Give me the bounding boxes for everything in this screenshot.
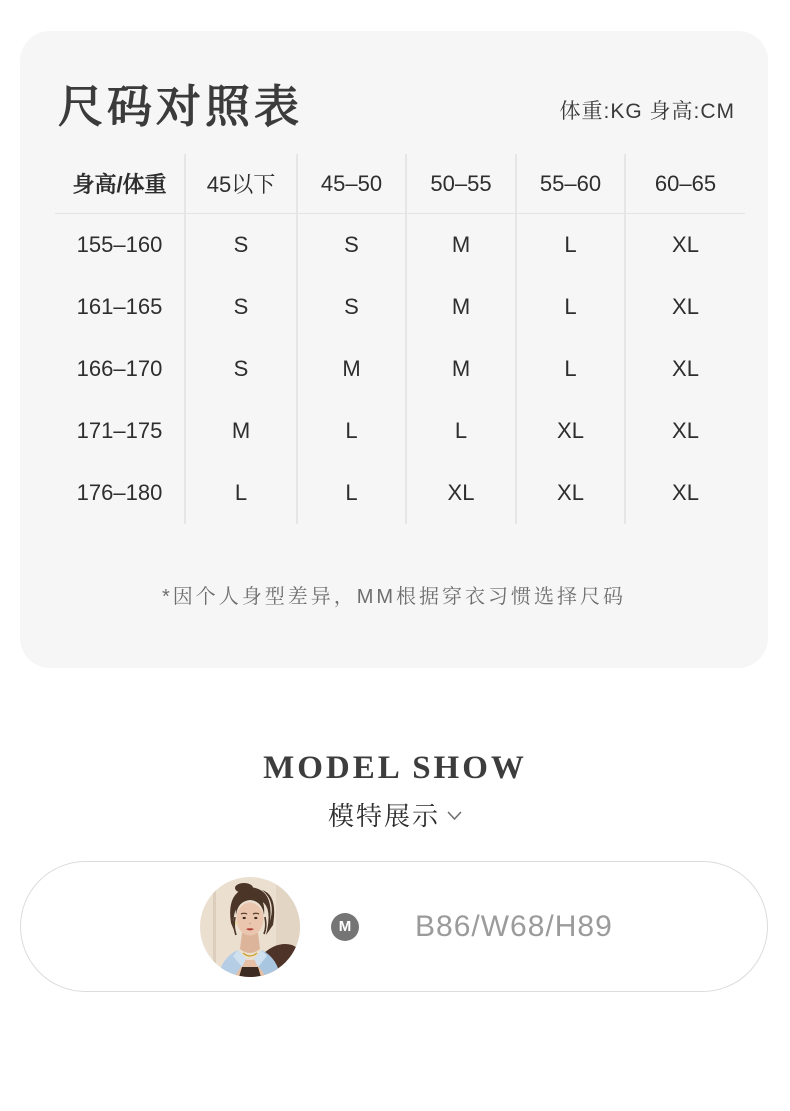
size-cell: XL [624, 276, 745, 338]
table-header-row [55, 154, 745, 214]
size-cell: XL [624, 214, 745, 276]
table-col-header: 60–65 [624, 154, 745, 213]
size-cell: L [184, 462, 296, 524]
model-portrait-illustration [200, 877, 300, 977]
size-cell: L [515, 214, 624, 276]
height-range-cell: 155–160 [76, 232, 163, 258]
table-col-header: 55–60 [515, 154, 624, 213]
model-show-toggle[interactable] [0, 796, 790, 833]
size-cell: M [405, 338, 515, 400]
size-cell: XL [515, 400, 624, 462]
table-row [55, 214, 745, 276]
size-cell: S [296, 214, 405, 276]
unit-note: 体重:KG 身高:CM [559, 100, 735, 124]
size-cell: XL [624, 338, 745, 400]
size-cell: XL [515, 462, 624, 524]
size-cell: XL [405, 462, 515, 524]
size-cell: M [405, 214, 515, 276]
size-cell: S [184, 214, 296, 276]
model-measurements: B86/W68/H89 [415, 909, 613, 943]
table-row [55, 338, 745, 400]
table-corner-header: 身高/体重 [72, 172, 167, 198]
table-row [55, 400, 745, 462]
size-cell: M [296, 338, 405, 400]
size-chart-card [20, 31, 768, 668]
size-cell: L [515, 276, 624, 338]
table-col-header: 45–50 [296, 154, 405, 213]
size-cell: XL [624, 400, 745, 462]
table-col-header: 45以下 [184, 154, 296, 213]
size-table [55, 154, 745, 524]
size-cell: S [184, 276, 296, 338]
size-chart-title: 尺码对照表 [58, 81, 304, 132]
table-col-header: 50–55 [405, 154, 515, 213]
size-cell: L [296, 400, 405, 462]
height-range-cell: 166–170 [76, 356, 163, 382]
chevron-down-icon[interactable] [447, 808, 462, 826]
model-card [20, 861, 768, 992]
size-cell: L [405, 400, 515, 462]
height-range-cell: 161–165 [76, 294, 163, 320]
model-avatar [200, 877, 300, 977]
size-cell: M [405, 276, 515, 338]
model-show-heading-cn: 模特展示 [327, 801, 440, 831]
size-footnote: *因个人身型差异，MM根据穿衣习惯选择尺码 [161, 586, 627, 609]
model-show-heading-en: MODEL SHOW [263, 750, 527, 786]
size-badge: M [331, 913, 359, 941]
height-range-cell: 176–180 [76, 480, 163, 506]
size-cell: L [515, 338, 624, 400]
size-cell: M [184, 400, 296, 462]
size-cell: S [184, 338, 296, 400]
table-row [55, 276, 745, 338]
size-cell: XL [624, 462, 745, 524]
size-chart-header [20, 31, 768, 130]
table-row [55, 462, 745, 524]
height-range-cell: 171–175 [76, 418, 163, 444]
size-cell: L [296, 462, 405, 524]
size-cell: S [296, 276, 405, 338]
